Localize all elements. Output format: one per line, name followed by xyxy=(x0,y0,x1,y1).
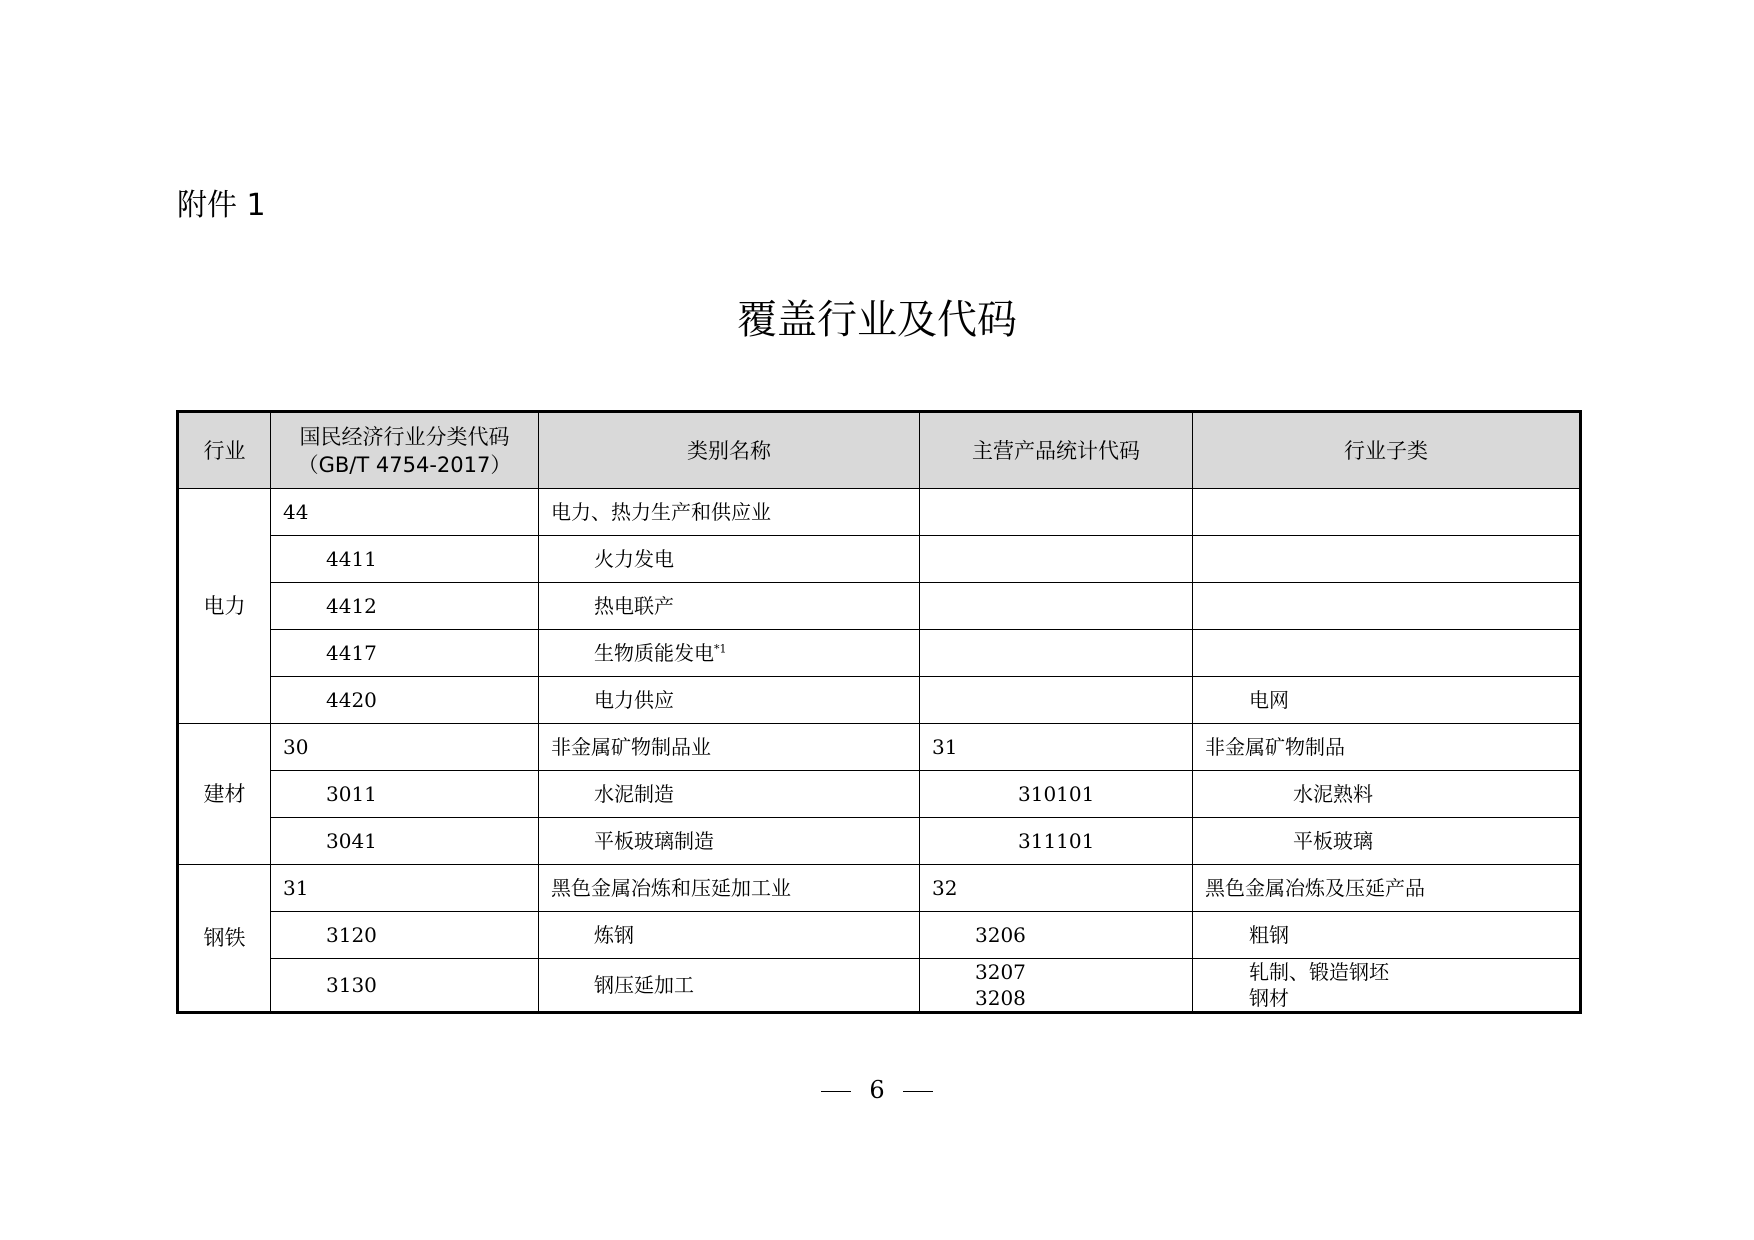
title-text: 覆盖行业及代码 xyxy=(737,297,1017,343)
gb-code-cell: 3130 xyxy=(271,959,539,1013)
product-code-line: 3208 xyxy=(975,986,1026,1010)
table-row xyxy=(178,865,1581,912)
category-name-cell: 非金属矿物制品业 xyxy=(539,724,920,771)
subcategory-cell xyxy=(1193,536,1581,583)
header-product-code: 主营产品统计代码 xyxy=(920,412,1193,489)
gb-code-cell: 4420 xyxy=(271,677,539,724)
page-number: 6 xyxy=(869,1076,885,1104)
category-name-cell: 电力供应 xyxy=(539,677,920,724)
header-subcategory: 行业子类 xyxy=(1193,412,1581,489)
dash-left xyxy=(821,1091,851,1092)
table-row xyxy=(178,583,1581,630)
category-name-cell: 热电联产 xyxy=(539,583,920,630)
document-title xyxy=(0,295,1754,345)
product-code-cell: 32 xyxy=(920,865,1193,912)
industry-code-table xyxy=(176,410,1582,1014)
product-code-cell: 310101 xyxy=(920,771,1193,818)
table-row xyxy=(178,912,1581,959)
table-row xyxy=(178,630,1581,677)
gb-code-cell: 4412 xyxy=(271,583,539,630)
attachment-label: 附件 1 xyxy=(177,188,266,223)
subcategory-line: 轧制、锻造钢坯 xyxy=(1249,960,1389,984)
category-name-cell: 炼钢 xyxy=(539,912,920,959)
subcategory-cell: 电网 xyxy=(1193,677,1581,724)
product-code-cell xyxy=(920,959,1193,1013)
category-name-cell: 钢压延加工 xyxy=(539,959,920,1013)
category-name-cell: 火力发电 xyxy=(539,536,920,583)
table-header-row xyxy=(178,412,1581,489)
gb-code-cell: 31 xyxy=(271,865,539,912)
category-name-cell: 水泥制造 xyxy=(539,771,920,818)
subcategory-cell: 水泥熟料 xyxy=(1193,771,1581,818)
header-category-name: 类别名称 xyxy=(539,412,920,489)
table-row xyxy=(178,818,1581,865)
product-code-cell xyxy=(920,677,1193,724)
subcategory-cell xyxy=(1193,583,1581,630)
product-code-cell xyxy=(920,489,1193,536)
product-code-cell xyxy=(920,536,1193,583)
table-row xyxy=(178,489,1581,536)
header-industry: 行业 xyxy=(178,412,271,489)
subcategory-line: 钢材 xyxy=(1249,986,1289,1010)
product-code-cell: 31 xyxy=(920,724,1193,771)
subcategory-cell: 非金属矿物制品 xyxy=(1193,724,1581,771)
dash-right xyxy=(903,1091,933,1092)
subcategory-cell: 黑色金属冶炼及压延产品 xyxy=(1193,865,1581,912)
gb-code-cell: 3120 xyxy=(271,912,539,959)
gb-code-cell: 44 xyxy=(271,489,539,536)
industry-cell: 电力 xyxy=(178,489,271,724)
header-gb-code-line1: 国民经济行业分类代码 xyxy=(299,424,510,449)
table-row xyxy=(178,536,1581,583)
header-gb-code-line2: （GB/T 4754-2017） xyxy=(297,452,512,477)
product-code-cell: 3206 xyxy=(920,912,1193,959)
industry-cell: 钢铁 xyxy=(178,865,271,1013)
category-name-text: 生物质能发电 xyxy=(594,641,714,665)
product-code-cell xyxy=(920,583,1193,630)
subcategory-cell xyxy=(1193,630,1581,677)
subcategory-cell xyxy=(1193,959,1581,1013)
category-name-cell: 平板玻璃制造 xyxy=(539,818,920,865)
subcategory-cell: 粗钢 xyxy=(1193,912,1581,959)
subcategory-cell: 平板玻璃 xyxy=(1193,818,1581,865)
product-code-line: 3207 xyxy=(975,960,1026,984)
table-row xyxy=(178,724,1581,771)
gb-code-cell: 3011 xyxy=(271,771,539,818)
product-code-cell xyxy=(920,630,1193,677)
industry-cell: 建材 xyxy=(178,724,271,865)
category-name-cell: 电力、热力生产和供应业 xyxy=(539,489,920,536)
page-footer xyxy=(0,1075,1754,1105)
category-name-cell xyxy=(539,630,920,677)
category-name-cell: 黑色金属冶炼和压延加工业 xyxy=(539,865,920,912)
table-row xyxy=(178,959,1581,1013)
gb-code-cell: 30 xyxy=(271,724,539,771)
subcategory-cell xyxy=(1193,489,1581,536)
table-row xyxy=(178,771,1581,818)
gb-code-cell: 4411 xyxy=(271,536,539,583)
gb-code-cell: 4417 xyxy=(271,630,539,677)
table-row xyxy=(178,677,1581,724)
product-code-cell: 311101 xyxy=(920,818,1193,865)
header-gb-code xyxy=(271,412,539,489)
gb-code-cell: 3041 xyxy=(271,818,539,865)
footnote-marker: *1 xyxy=(714,642,727,656)
